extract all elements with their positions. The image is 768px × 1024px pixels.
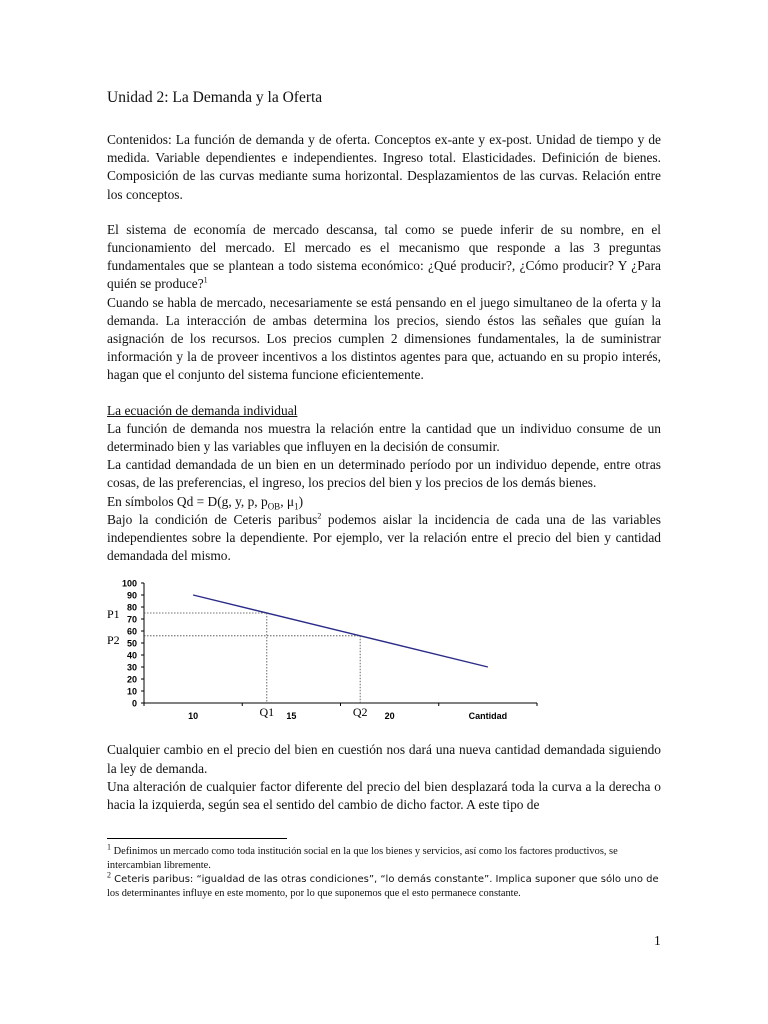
ceteris-text-b: podemos aislar la incidencia de cada una de las variables independientes sobre la dependiente. Por ejemplo, ver la relación entre el precio del bien y cantidad demandada del mismo. — [107, 511, 661, 564]
formula-line — [107, 493, 661, 511]
y-tick-label: 20 — [126, 674, 137, 685]
demand-chart — [107, 575, 661, 725]
section-heading: La ecuación de demanda individual — [107, 402, 298, 418]
formula-mid: , μ — [280, 493, 295, 509]
footnotes — [107, 842, 661, 901]
page-title: Unidad 2: La Demanda y la Oferta — [107, 89, 323, 106]
paragraph-curve-shift: Una alteración de cualquier factor diferente del precio del bien desplazará toda la curva a la derecha o hacia la izquierda, según sea el sentido del cambio de dicho factor. A este tipo de — [107, 778, 661, 813]
footnote-divider — [107, 838, 287, 839]
paragraph-price-change: Cualquier cambio en el precio del bien en cuestión nos dará una nueva cantidad demandada siguiendo la ley de demanda. — [107, 742, 661, 776]
paragraph-market-system-text: El sistema de economía de mercado descansa, tal como se puede inferir de su nombre, en el funcionamiento del mercado. El mercado es el mecanismo que responde a las 3 preguntas fundamentales que se plantean a todo sistema económico: ¿Qué producir?, ¿Cómo producir? Y ¿Para quién se produce? — [107, 221, 661, 292]
paragraph-market-system — [107, 221, 661, 294]
footnote-2 — [107, 870, 661, 901]
p1-label: P1 — [107, 607, 120, 622]
footnote-2-number: 2 — [107, 870, 111, 880]
footnote-1 — [107, 842, 661, 873]
paragraph-ceteris-paribus — [107, 511, 661, 566]
footnote-ref-1[interactable]: 1 — [203, 275, 208, 285]
y-tick-label: 70 — [126, 614, 137, 625]
footnote-1-text: Definimos un mercado como toda institución social en la que los bienes y servicios, así como los factores productivos, se intercambian libremente. — [107, 846, 618, 871]
formula-prefix: En símbolos Qd = D(g, y, p, p — [107, 493, 268, 509]
paragraph-demand-function: La función de demanda nos muestra la relación entre la cantidad que un individuo consume de un determinado bien y las variables que influyen en la decisión de consumir. — [107, 420, 661, 455]
paragraph-quantity-demanded: La cantidad demandada de un bien en un determinado período por un individuo depende, entre otras cosas, de las preferencias, el ingreso, los precios del bien y los precios de los demás bienes. — [107, 457, 661, 491]
footnote-ref-2[interactable]: 2 — [317, 511, 322, 521]
formula-sub-ob: OB — [267, 501, 281, 512]
page-body — [107, 88, 661, 814]
page-number: 1 — [654, 933, 661, 948]
formula-sub-1: 1 — [294, 501, 299, 512]
y-tick-label: 30 — [126, 662, 137, 673]
x-tick-label: 15 — [286, 711, 297, 722]
footnote-1-number: 1 — [107, 842, 111, 852]
x-tick-label: 20 — [384, 711, 395, 722]
y-tick-label: 40 — [126, 650, 137, 661]
demand-chart-svg — [107, 575, 661, 725]
y-tick-label: 50 — [126, 638, 137, 649]
p2-label: P2 — [107, 633, 120, 648]
demand-curve — [193, 595, 488, 667]
q1-label: Q1 — [259, 705, 275, 720]
y-tick-label: 0 — [131, 698, 137, 709]
footnote-2-text-b: los determinantes influye en este momento, por lo que suponemos que el esto permanece constante. — [107, 888, 521, 899]
paragraph-supply-demand: Cuando se habla de mercado, necesariamente se está pensando en el juego simultaneo de la oferta y la demanda. La interacción de ambas determina los precios, siendo éstos las señales que guían la asignación de los recursos. Los precios cumplen 2 dimensiones fundamentales, la de suministrar información y la de proveer incentivos a los distintos agentes para que, actuando en su propio interés, hagan que el conjunto del sistema funcione eficientemente. — [107, 294, 661, 383]
ceteris-text-a: Bajo la condición de Ceteris paribus — [107, 511, 318, 527]
x-tick-label: Cantidad — [468, 711, 508, 722]
y-tick-label: 10 — [126, 686, 137, 697]
y-tick-label: 100 — [121, 578, 137, 589]
footnote-2-text-a: Ceteris paribus: “igualdad de las otras condiciones”, “lo demás constante”. Implica suponer que sólo uno de — [111, 874, 659, 885]
y-tick-label: 60 — [126, 626, 137, 637]
formula-suffix: ) — [298, 493, 304, 509]
x-tick-label: 10 — [188, 711, 199, 722]
contents-paragraph: Contenidos: La función de demanda y de oferta. Conceptos ex-ante y ex-post. Unidad de tiempo y de medida. Variable dependientes e independientes. Ingreso total. Elasticidades. Definición de bienes. Composición de las curvas mediante suma horizontal. Desplazamientos de las curvas. Relación entre los conceptos. — [107, 132, 661, 202]
q2-label: Q2 — [352, 705, 368, 720]
y-tick-label: 80 — [126, 602, 137, 613]
y-tick-label: 90 — [126, 590, 137, 601]
